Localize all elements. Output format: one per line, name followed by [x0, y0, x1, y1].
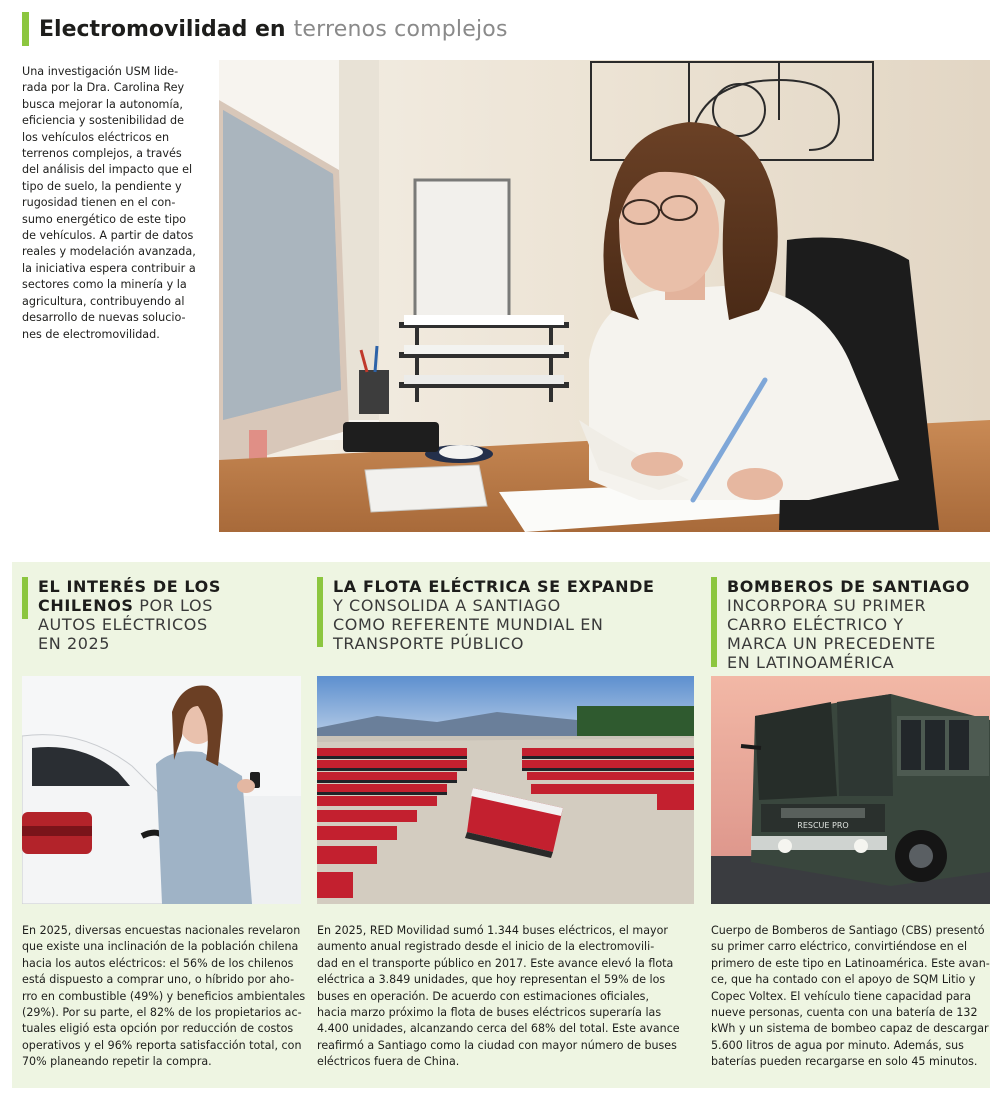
body-line: 5.600 litros de agua por minuto. Además, sus [711, 1038, 964, 1052]
intro-line: la iniciativa espera contribuir a [22, 261, 196, 275]
accent-bar [317, 577, 323, 647]
intro-line: de vehículos. A partir de datos [22, 229, 194, 243]
body-line: eléctricos fuera de China. [317, 1055, 460, 1069]
body-line: 4.400 unidades, alcanzando cerca del 68% del total. Este avance [317, 1022, 680, 1036]
body-line: ce, que ha contado con el apoyo de SQM Litio y [711, 973, 976, 987]
intro-line: desarrollo de nuevas solucio- [22, 311, 186, 325]
body-line: hacia los autos eléctricos: el 56% de los chilenos [22, 956, 294, 970]
heading-text [727, 577, 970, 672]
article-body [22, 923, 308, 1071]
heading-light: EN LATINOAMÉRICA [727, 653, 895, 672]
researcher-photo [219, 60, 990, 532]
intro-line: agricultura, contribuyendo al [22, 294, 185, 308]
column-heading [711, 577, 990, 673]
intro-line: Una investigación USM lide- [22, 65, 179, 78]
accent-bar [22, 12, 29, 46]
page-title-light: terrenos complejos [293, 16, 508, 42]
body-line: que existe una inclinación de la población chilena [22, 940, 299, 954]
heading-light: EN 2025 [38, 634, 111, 653]
bus-fleet-photo [317, 676, 694, 904]
body-line: está dispuesto a comprar uno, o híbrido por aho- [22, 973, 295, 987]
intro-line: rada por la Dra. Carolina Rey [22, 81, 185, 95]
heading-light: COMO REFERENTE MUNDIAL EN [333, 615, 604, 634]
body-line: hacia marzo próximo la flota de buses eléctricos superaría las [317, 1006, 662, 1020]
intro-line: nes de electromovilidad. [22, 327, 160, 341]
heading-bold: LA FLOTA ELÉCTRICA SE EXPANDE [333, 577, 655, 596]
heading-light: INCORPORA SU PRIMER [727, 596, 927, 615]
article-body [711, 923, 990, 1071]
intro-line: terrenos complejos, a través [22, 147, 182, 161]
heading-bold: CHILENOS [38, 596, 134, 615]
accent-bar [22, 577, 28, 619]
article-body [317, 923, 699, 1071]
accent-bar [711, 577, 717, 667]
heading-light: AUTOS ELÉCTRICOS [38, 615, 208, 634]
heading-light: POR LOS [133, 596, 213, 615]
body-line: 70% planeando repetir la compra. [22, 1055, 212, 1069]
body-line: primero de este tipo en Latinoamérica. Este avan- [711, 956, 990, 970]
body-line: su primer carro eléctrico, convirtiéndose en el [711, 940, 968, 954]
intro-line: tipo de suelo, la pendiente y [22, 179, 182, 193]
column-heading [22, 577, 302, 673]
page-header [22, 12, 508, 46]
heading-text [38, 577, 221, 653]
intro-line: los vehículos eléctricos en [22, 130, 170, 144]
intro-line: sumo energético de este tipo [22, 212, 187, 226]
body-line: En 2025, RED Movilidad sumó 1.344 buses eléctricos, el mayor [317, 924, 668, 937]
intro-line: sectores como la minería y la [22, 278, 187, 292]
intro-line: rugosidad tienen en el con- [22, 196, 176, 210]
intro-paragraph [22, 64, 208, 343]
heading-light: CARRO ELÉCTRICO Y [727, 615, 904, 634]
body-line: eléctrica a 3.849 unidades, que hoy representan el 59% de los [317, 973, 666, 987]
body-line: nueve personas, cuenta con una batería de 132 [711, 1006, 978, 1020]
body-line: En 2025, diversas encuestas nacionales revelaron [22, 924, 301, 937]
page-title-strong: Electromovilidad en [39, 16, 286, 42]
intro-line: del análisis del impacto que el [22, 163, 193, 177]
heading-light: TRANSPORTE PÚBLICO [333, 634, 525, 653]
body-line: (29%). Por su parte, el 82% de los propietarios ac- [22, 1006, 302, 1020]
heading-light: Y CONSOLIDA A SANTIAGO [333, 596, 561, 615]
body-line: Cuerpo de Bomberos de Santiago (CBS) presentó [711, 924, 985, 937]
body-line: tuales eligió esta opción por reducción de costos [22, 1022, 294, 1036]
body-line: operativos y el 96% reporta satisfacción total, con [22, 1038, 302, 1052]
intro-line: reales y modelación avanzada, [22, 245, 196, 259]
column-heading [317, 577, 697, 673]
body-line: reafirmó a Santiago como la ciudad con mayor número de buses [317, 1038, 677, 1052]
heading-bold: EL INTERÉS DE LOS [38, 577, 221, 596]
heading-bold: BOMBEROS DE SANTIAGO [727, 577, 970, 596]
heading-text [333, 577, 655, 653]
body-line: kWh y un sistema de bombeo capaz de descargar [711, 1022, 989, 1036]
truck-plate-text: RESCUE PRO [797, 821, 849, 830]
body-line: rro en combustible (49%) y beneficios ambientales [22, 989, 306, 1003]
intro-line: busca mejorar la autonomía, [22, 97, 183, 111]
body-line: dad en el transporte público en 2017. Este avance elevó la flota [317, 956, 674, 970]
body-line: aumento anual registrado desde el inicio de la electromovili- [317, 940, 655, 954]
intro-line: eficiencia y sostenibilidad de [22, 114, 185, 128]
body-line: buses en operación. De acuerdo con estimaciones oficiales, [317, 989, 649, 1003]
body-line: Copec Voltex. El vehículo tiene capacidad para [711, 989, 972, 1003]
body-line: baterías pueden recargarse en solo 45 minutos. [711, 1055, 978, 1069]
fire-truck-photo [711, 676, 990, 904]
heading-light: MARCA UN PRECEDENTE [727, 634, 936, 653]
ev-charging-photo [22, 676, 301, 904]
